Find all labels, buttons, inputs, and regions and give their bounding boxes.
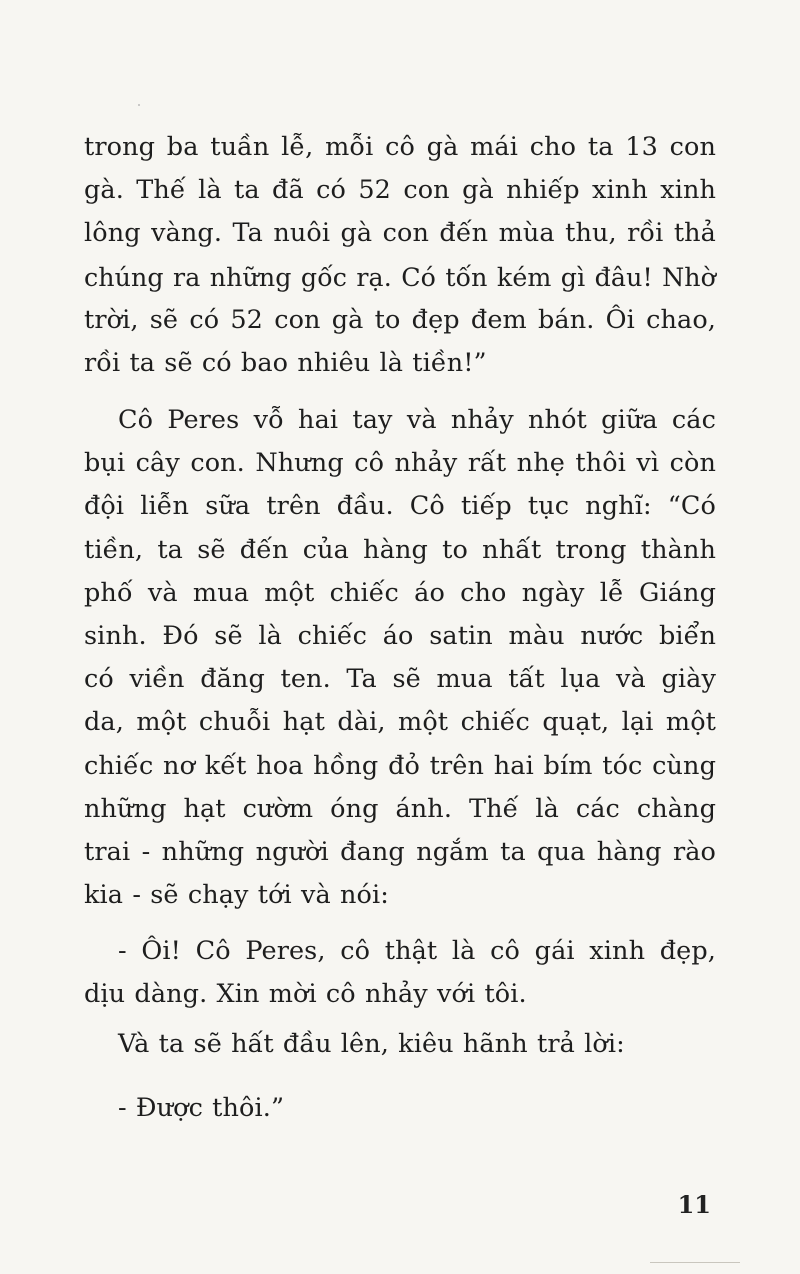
text-line: trong ba tuần lễ, mỗi cô gà mái cho ta 13 con (84, 132, 716, 162)
text-line: những hạt cườm óng ánh. Thế là các chàng (84, 793, 716, 824)
page-number: 11 (677, 1190, 711, 1219)
paper-speck (138, 104, 140, 106)
text-line: Cô Peres vỗ hai tay và nhảy nhót giữa các (118, 405, 716, 435)
paragraph-1 (84, 126, 716, 385)
text-line: trai - những người đang ngắm ta qua hàng rào (84, 836, 716, 867)
text-line: chiếc nơ kết hoa hồng đỏ trên hai bím tóc cùng (84, 750, 716, 781)
text-line: trời, sẽ có 52 con gà to đẹp đem bán. Ôi chao, (84, 304, 716, 335)
text-line: chúng ra những gốc rạ. Có tốn kém gì đâu! Nhờ (84, 262, 716, 292)
paragraph-2 (84, 399, 716, 917)
text-line: da, một chuỗi hạt dài, một chiếc quạt, lại một (84, 707, 716, 738)
text-line: rồi ta sẽ có bao nhiêu là tiền!” (84, 347, 487, 378)
text-line: có viền đăng ten. Ta sẽ mua tất lụa và giày (84, 664, 716, 695)
text-line: - Ôi! Cô Peres, cô thật là cô gái xinh đẹp, (118, 936, 716, 966)
text-line: - Được thôi.” (118, 1093, 285, 1123)
text-line: lông vàng. Ta nuôi gà con đến mùa thu, rồi thả (84, 218, 716, 249)
page-edge-mark (650, 1262, 740, 1263)
paragraph-5 (84, 1087, 716, 1130)
text-line: kia - sẽ chạy tới và nói: (84, 880, 389, 911)
text-line: dịu dàng. Xin mời cô nhảy với tôi. (84, 979, 527, 1010)
paragraph-3 (84, 930, 716, 1016)
paragraph-4 (84, 1023, 716, 1066)
text-line: gà. Thế là ta đã có 52 con gà nhiếp xinh xinh (84, 175, 716, 206)
text-line: bụi cây con. Nhưng cô nhảy rất nhẹ thôi vì còn (84, 448, 716, 479)
text-line: tiền, ta sẽ đến của hàng to nhất trong thành (84, 534, 716, 565)
text-line: sinh. Đó sẽ là chiếc áo satin màu nước biển (84, 620, 716, 651)
text-line: đội liễn sữa trên đầu. Cô tiếp tục nghĩ: “Có (84, 491, 716, 522)
text-line: phố và mua một chiếc áo cho ngày lễ Giáng (84, 577, 716, 608)
text-line: Và ta sẽ hất đầu lên, kiêu hãnh trả lời: (118, 1029, 625, 1059)
